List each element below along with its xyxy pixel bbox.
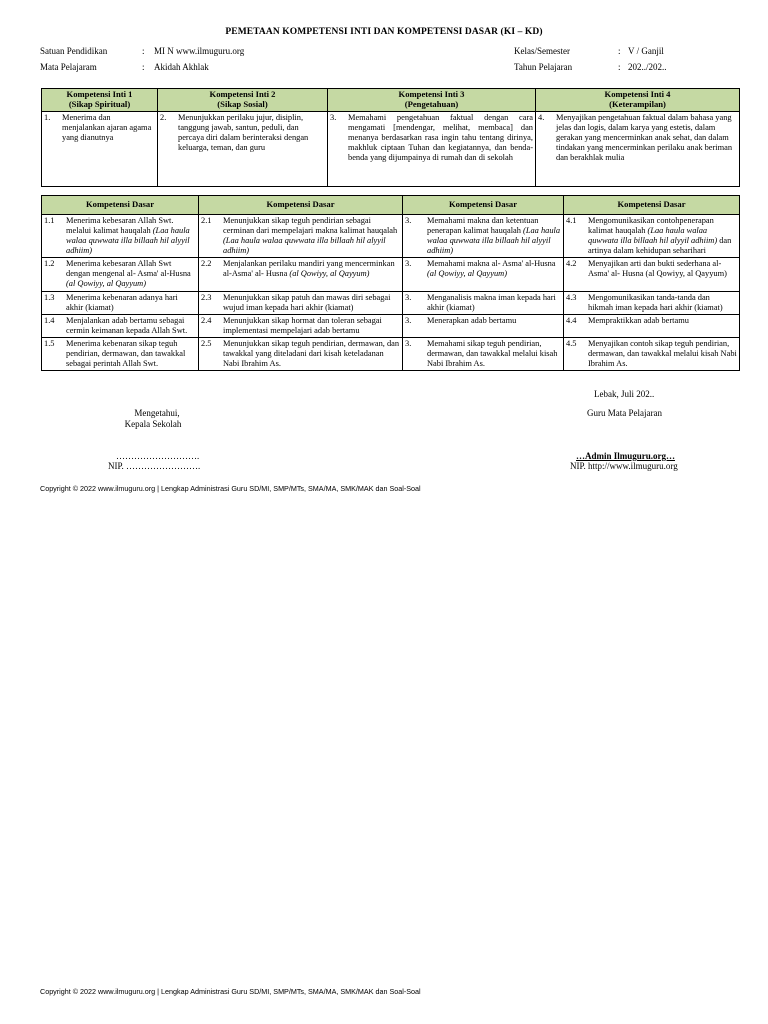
ki-header-4: Kompetensi Inti 4 (Keterampilan) (536, 89, 740, 112)
kd-num: 4.3 (566, 292, 577, 302)
kd-num: 2.5 (201, 338, 212, 348)
kd-text-main: Memahami makna dan ketentuan penerapan kalimat hauqalah (427, 216, 539, 236)
kd-row (42, 337, 740, 370)
kd-text (588, 216, 737, 256)
ki-header-row (42, 89, 740, 112)
kd-cell (199, 215, 403, 258)
kd-text (66, 316, 196, 336)
copyright-bottom: Copyright © 2022 www.ilmuguru.org | Lengkap Administrasi Guru SD/MI, SMP/MTs, SMA/MA, SMK/MAK dan Soal-Soal (40, 987, 421, 996)
kd-header-4: Kompetensi Dasar (564, 196, 740, 215)
kd-num: 1.2 (44, 259, 55, 269)
ki-cell-3 (328, 111, 536, 186)
kd-cell (42, 215, 199, 258)
kd-num: 4.5 (566, 338, 577, 348)
kd-num: 1.5 (44, 338, 55, 348)
kd-text (427, 339, 561, 369)
kd-text-main: Menganalisis makna iman kepada hari akhir (kiamat) (427, 292, 556, 312)
right-sign-nip: NIP. http://www.ilmuguru.org (570, 461, 678, 471)
ki-text: Menerima dan menjalankan ajaran agama yang dianutnya (62, 112, 152, 142)
kd-num: 2.2 (201, 259, 212, 269)
kd-header-3: Kompetensi Dasar (403, 196, 564, 215)
tahun-label: Tahun Pelajaran (514, 62, 573, 72)
kd-text (223, 259, 400, 279)
kd-num: 3. (405, 292, 412, 302)
kd-text (66, 293, 196, 313)
kd-text-main: Menerima kebenaran sikap teguh pendirian, dermawan, dan tawakkal sebagai perintah Allah Swt. (66, 338, 186, 369)
kd-text (588, 339, 737, 369)
mapel-label: Mata Pelajaram (40, 62, 97, 72)
kd-cell (564, 215, 740, 258)
ki-cell-4 (536, 111, 740, 186)
kd-num: 2.1 (201, 216, 212, 225)
kd-cell (403, 291, 564, 314)
left-sign-nip: NIP. ……………………. (108, 461, 201, 471)
kd-text-main: Menjalankan perilaku mandiri yang mencerminkan al-Asma' al- Husna (223, 259, 395, 279)
kd-header-1: Kompetensi Dasar (42, 196, 199, 215)
ki-text: Menyajikan pengetahuan faktual dalam bahasa yang jelas dan logis, dalam karya yang estetis, dalam gerakan yang mencerminkan anak sehat, dan dalam tindakan yang mencerminkan perilaku anak beriman dan berakhlak mulia (556, 112, 733, 163)
kd-num: 2.3 (201, 292, 212, 302)
kd-text (223, 293, 400, 313)
kd-cell (199, 337, 403, 370)
meta-block (40, 46, 730, 76)
kd-text-main: Menyajikan contoh sikap teguh pendirian, dermawan, dan tawakkal melalui kisah Nabi Ibrahim As. (588, 338, 737, 369)
kd-num: 4.1 (566, 216, 577, 225)
kd-text-main: Mempraktikkan adab bertamu (588, 315, 689, 325)
ki-num: 1. (44, 112, 51, 122)
kd-text (588, 259, 737, 279)
kelas-colon: : (618, 46, 621, 56)
kd-text-italic: (al Qowiyy, al Qayyum) (427, 269, 508, 279)
kd-text-main: Mengomunikasikan contohpenerapan kalimat hauqalah (588, 216, 714, 236)
kd-text-italic: (Laa haula walaa quwwata illa billaah hil alyyil adhiim) (427, 226, 561, 256)
right-sign-name: …Admin Ilmuguru.org… (576, 451, 676, 461)
kd-table (41, 195, 740, 371)
kd-cell (42, 337, 199, 370)
kd-cell (564, 337, 740, 370)
ki-header-2: Kompetensi Inti 2 (Sikap Sosial) (158, 89, 328, 112)
ki-cell-1 (42, 111, 158, 186)
kd-num: 1.4 (44, 315, 55, 325)
ki-num: 3. (330, 112, 337, 122)
right-sign-title: Guru Mata Pelajaran (587, 408, 662, 418)
kd-num: 1.3 (44, 292, 55, 302)
kd-cell (42, 314, 199, 337)
kd-num: 3. (405, 338, 412, 348)
kd-text-italic: (Laa haula walaa quwwata illa billaah hil alyyil adhiim) (223, 236, 386, 256)
kd-cell (564, 314, 740, 337)
kd-text-italic: (Laa haula walaa quwwata illa billaah hil alyyil adhiim) (66, 226, 190, 256)
kd-num: 3. (405, 315, 412, 325)
kd-text-after: dan artinya dalam kehidupan seharihari (588, 236, 732, 256)
kd-row (42, 314, 740, 337)
kd-cell (199, 314, 403, 337)
kd-row (42, 258, 740, 291)
ki-header-3: Kompetensi Inti 3 (Pengetahuan) (328, 89, 536, 112)
kd-text-main: Menjalankan adab bertamu sebagai cermin keimanan kepada Allah Swt. (66, 315, 188, 335)
kd-text-italic: (Laa haula walaa quwwata illa billaah hil alyyil adhiim) (588, 226, 718, 246)
kd-text (427, 216, 561, 256)
kd-header-row (42, 196, 740, 215)
left-sign-line2: Kepala Sekolah (124, 419, 182, 429)
kd-cell (403, 258, 564, 291)
ki-text: Menunjukkan perilaku jujur, disiplin, tanggung jawab, santun, peduli, dan percaya diri dalam berinteraksi dengan keluarga, teman, dan guru (178, 112, 309, 152)
kd-cell (403, 337, 564, 370)
kd-num: 2.4 (201, 315, 212, 325)
kd-row (42, 215, 740, 258)
document-title: PEMETAAN KOMPETENSI INTI DAN KOMPETENSI DASAR (KI – KD) (225, 27, 543, 37)
copyright-top: Copyright © 2022 www.ilmuguru.org | Lengkap Administrasi Guru SD/MI, SMP/MTs, SMA/MA, SMK/MAK dan Soal-Soal (40, 484, 421, 493)
kd-cell (403, 314, 564, 337)
kd-num: 3. (405, 216, 412, 225)
kd-text-main: Menerima kebesaran Allah Swt. melalui kalimat hauqalah (66, 216, 174, 236)
kd-cell (564, 258, 740, 291)
kd-text (223, 339, 400, 369)
kd-text-main: Memahami sikap teguh pendirian, dermawan, dan tawakkal melalui kisah Nabi Ibrahim As. (427, 338, 558, 369)
kd-num: 3. (405, 259, 412, 269)
kd-text (588, 293, 737, 313)
ki-text: Memahami pengetahuan faktual dengan cara mengamati [mendengar, melihat, membaca] dan menanya berdasarkan rasa ingin tahu tentang dirinya, makhluk ciptaan Tuhan dan kegiatannya, dan benda-benda yang dijumpainya di rumah dan di sekolah (348, 112, 533, 163)
kd-cell (42, 258, 199, 291)
place-date: Lebak, Juli 202.. (594, 389, 655, 399)
kd-cell (564, 291, 740, 314)
mapel-value: Akidah Akhlak (154, 62, 209, 72)
satuan-colon: : (142, 46, 145, 56)
tahun-value: 202../202.. (628, 62, 667, 72)
ki-num: 2. (160, 112, 167, 122)
kd-cell (199, 291, 403, 314)
kelas-label: Kelas/Semester (514, 46, 570, 56)
kd-num: 1.1 (44, 216, 55, 225)
kd-num: 4.4 (566, 315, 577, 325)
ki-header-1: Kompetensi Inti 1 (Sikap Spiritual) (42, 89, 158, 112)
kd-row (42, 291, 740, 314)
ki-content-row (42, 111, 740, 186)
satuan-label: Satuan Pendidikan (40, 46, 108, 56)
ki-table (41, 88, 740, 187)
kd-text-italic: (al Qowiyy, al Qayyum) (289, 269, 370, 279)
kd-text-main: Memahami makna al- Asma' al-Husna (427, 259, 556, 269)
kd-text-main: Menerima kebenaran adanya hari akhir (kiamat) (66, 292, 178, 312)
kd-cell (403, 215, 564, 258)
kd-text-italic: (al Qowiyy, al Qayyum) (66, 279, 147, 289)
kd-text (427, 259, 561, 279)
kd-text (427, 293, 561, 313)
kd-text-main: Menyajikan arti dan bukti sederhana al-Asma' al- Husna (al Qowiyy, al Qayyum) (588, 259, 727, 279)
mapel-colon: : (142, 62, 145, 72)
kd-text-main: Menunjukkan sikap teguh pendirian sebagai cerminan dari mempelajari makna kalimat hauqalah (223, 216, 398, 236)
kd-text (223, 316, 400, 336)
kd-text (66, 259, 196, 289)
kd-text-main: Menunjukkan sikap teguh pendirian, dermawan, dan tawakkal yang diteladani dari kisah keteladanan Nabi Ibrahim As. (223, 338, 400, 369)
kd-cell (199, 258, 403, 291)
kd-text-main: Menunjukkan sikap patuh dan mawas diri sebagai wujud iman kepada hari akhir (kiamat) (223, 292, 391, 312)
kd-text (588, 316, 737, 326)
kd-text (427, 316, 561, 326)
kd-num: 4.2 (566, 259, 577, 269)
kd-text (223, 216, 400, 256)
ki-cell-2 (158, 111, 328, 186)
kd-text (66, 339, 196, 369)
kelas-value: V / Ganjil (628, 46, 664, 56)
kd-header-2: Kompetensi Dasar (199, 196, 403, 215)
satuan-value: MI N www.ilmuguru.org (154, 46, 245, 56)
tahun-colon: : (618, 62, 621, 72)
kd-text (66, 216, 196, 256)
left-sign-dots: ………………………. (116, 451, 200, 461)
ki-num: 4. (538, 112, 545, 122)
kd-text-main: Menunjukkan sikap hormat dan toleran sebagai implementasi mempelajari adab bertamu (223, 315, 382, 335)
kd-text-main: Menerima kebesaran Allah Swt dengan mengenal al- Asma' al-Husna (66, 259, 191, 279)
left-sign-line1: Mengetahui, (134, 408, 180, 418)
kd-text-main: Menerapkan adab bertamu (427, 315, 517, 325)
kd-cell (42, 291, 199, 314)
kd-text-main: Mengomunikasikan tanda-tanda dan hikmah iman kepada hari akhir (kiamat) (588, 292, 723, 312)
